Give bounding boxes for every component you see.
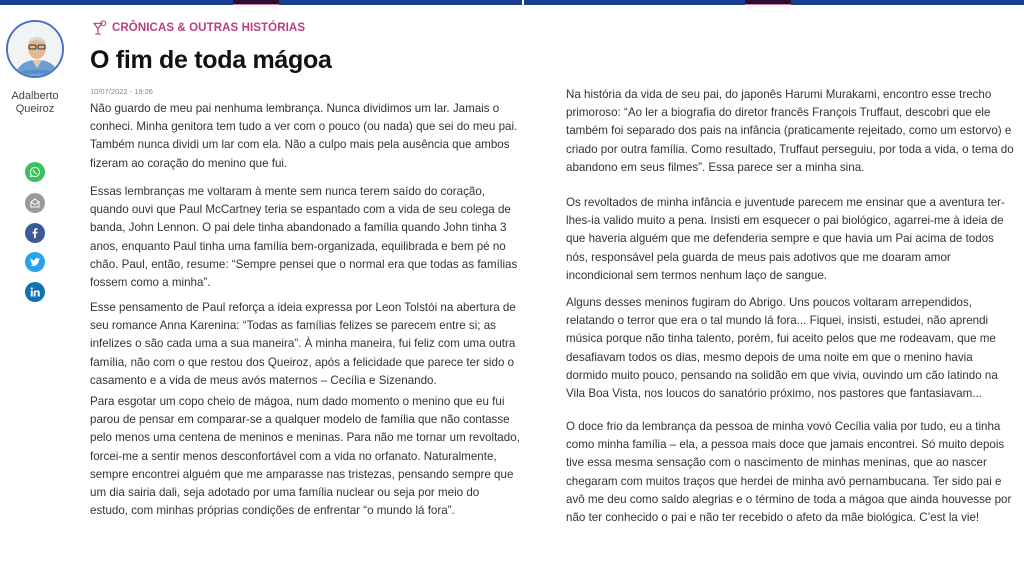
author-first-name[interactable]: Adalberto: [11, 90, 59, 102]
share-whatsapp-button[interactable]: [25, 162, 45, 182]
category-label[interactable]: CRÔNICAS & OUTRAS HISTÓRIAS: [112, 22, 306, 34]
share-email-button[interactable]: [25, 193, 45, 213]
share-linkedin-button[interactable]: [25, 282, 45, 302]
category-link[interactable]: [92, 20, 305, 36]
author-last-name[interactable]: Queiroz: [15, 103, 55, 115]
article-paragraph: Na história da vida de seu pai, do japonês Harumi Murakami, encontro esse trecho primoroso: “Ao ler a biografia do diretor francês François Truffaut, descobri que ele também foi separado dos pais na infância (praticamente rejeitado, como um estorvo) e criado por outra família. Como resultado, Truffaut perseguiu, por toda a vida, o tema do abandono em seus filmes”. Essa parece ser a minha sina.: [566, 88, 1014, 174]
article-paragraph: Alguns desses meninos fugiram do Abrigo. Uns poucos voltaram arrependidos, relatando o terror que era o tal mundo lá fora... Fiquei, insisti, estudei, não aprendi música porque não tinha talento, porém, fui aceito pelos que me rodeavam, que me desafiavam todos os dias, mesmo depois de uma noite em que o menino havia dormido muito pouco, pensando na solidão em que vivia, ouvindo um cão latindo na Vila Boa Vista, nos loucos do sanatório próximo, nos pastores que fantasiavam...: [566, 296, 998, 401]
active-nav-indicator-right: [745, 0, 791, 5]
linkedin-icon: [29, 286, 41, 298]
top-navigation-bar-right: [524, 0, 1024, 5]
author-photo: [8, 22, 64, 78]
active-nav-indicator: [233, 0, 279, 5]
cocktail-icon: [92, 20, 108, 36]
article-paragraph: Os revoltados de minha infância e juventude parecem me ensinar que a aventura ter-lhes-ia valido muito a pena. Insisti em esquecer o pai biológico, agarrei-me à ideia de que haveria alguém que me defenderia sempre e que havia um Pai acima de todos nós, responsável pela guarda de meus pais adotivos que me doaram amor incondicional sem termos nenhum laço de sangue.: [566, 196, 1005, 282]
article-title: O fim de toda mágoa: [90, 46, 332, 74]
article-paragraph: Não guardo de meu pai nenhuma lembrança. Nunca dividimos um lar. Jamais o conheci. Minha genitora tem tudo a ver com o pouco (ou nada) que sei do meu pai. Também nunca dividi um lar com ela. Não a culpo mais pela ausência que ambos fizeram ao coração do menino que fui.: [90, 102, 518, 170]
twitter-icon: [29, 256, 41, 268]
top-navigation-bar: [0, 0, 522, 5]
article-paragraph: Essas lembranças me voltaram à mente sem nunca terem saído do coração, quando ouvi que Paul McCartney teria se espantado com a vida de seu colega de banda, John Lennon. O pai dele tinha abandonado a família quando John tinha 3 anos, enquanto Paul tinha uma família bem-organizada, equilibrada e bem pé no chão. Paul, então, resume: “Sempre pensei que o normal era que todas as famílias fossem como a minha”.: [90, 185, 518, 290]
whatsapp-icon: [29, 166, 41, 178]
author-avatar[interactable]: [6, 20, 64, 78]
panel-divider: [522, 0, 524, 6]
publish-date: 10/07/2022 - 19:26: [90, 87, 153, 96]
article-paragraph: Para esgotar um copo cheio de mágoa, num dado momento o menino que eu fui parou de pensar em comparar-se a qualquer modelo de família que não contasse pelo menos uma centena de meninos e meninas. Para não me tornar um revoltado, forcei-me a sentir menos desconfortável com a vida no orfanato. Naturalmente, sempre encontrei alguém que me amparasse nas tristezas, pensando sempre que um dia sairia dali, seja adotado por uma família nuclear ou seja por meio do estudo, com minhas próprias condições de enfrentar “o mundo lá fora”.: [90, 395, 520, 518]
article-paragraph: O doce frio da lembrança da pessoa de minha vovó Cecília valia por tudo, eu a tinha como minha família – ela, a pessoa mais doce que jamais encontrei. Só muito depois tive essa mesma sensação com o nascimento de minhas meninas, que ao nascer chegaram com muitos traços que herdei de minha avó pernambucana. Ter sido pai e avô me deu como saldo alegrias e o término de toda a mágoa que ainda houvesse por não ter conhecido o pai e não ter recebido o afeto da mãe biológica. C’est la vie!: [566, 420, 1012, 525]
facebook-icon: [29, 227, 41, 239]
share-twitter-button[interactable]: [25, 252, 45, 272]
article-paragraph: Esse pensamento de Paul reforça a ideia expressa por Leon Tolstói na abertura de seu romance Anna Karenina: “Todas as famílias felizes se parecem entre si; as infelizes o são cada uma a sua maneira”. À minha maneira, fui feliz com uma outra família, não com o que restou dos Queiroz, após a felicidade que parece ter sido o casamento e a vida de meus avós maternos – Cecília e Sizenando.: [90, 301, 516, 387]
share-facebook-button[interactable]: [25, 223, 45, 243]
author-name[interactable]: [0, 90, 70, 116]
email-icon: [29, 197, 41, 209]
